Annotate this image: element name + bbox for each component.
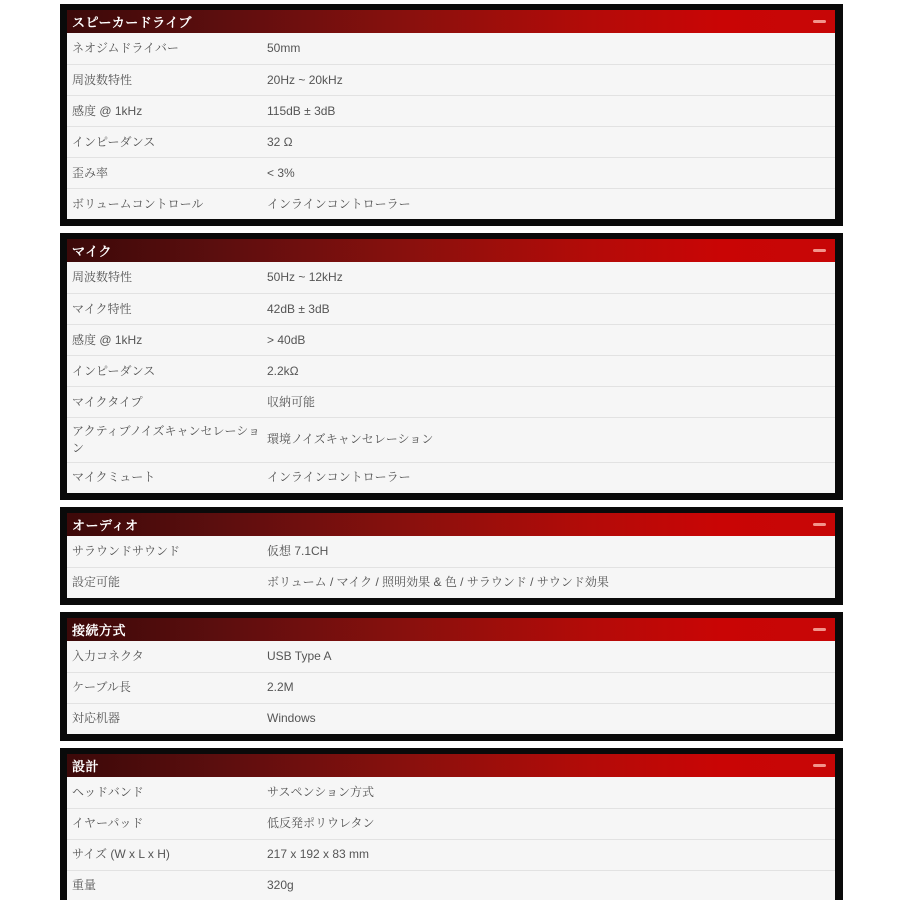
spec-row [67, 417, 835, 462]
spec-row [67, 33, 835, 64]
spec-row [67, 641, 835, 672]
spec-row [67, 703, 835, 734]
spec-label: 感度 @ 1kHz [72, 103, 143, 118]
spec-label: 周波数特性 [72, 270, 133, 285]
spec-value: 320g [267, 878, 294, 893]
spec-label: マイク特性 [72, 301, 132, 316]
spec-row [67, 672, 835, 703]
spec-label: インピーダンス [72, 363, 156, 378]
spec-label: ケーブル長 [72, 680, 131, 695]
spec-value: > 40dB [267, 332, 306, 347]
section-header[interactable] [67, 10, 835, 33]
spec-row [67, 808, 835, 839]
spec-section [60, 233, 843, 500]
spec-section [60, 507, 843, 605]
collapse-minus-icon[interactable] [813, 628, 826, 631]
spec-value: 50mm [267, 41, 301, 56]
spec-label: 入力コネクタ [72, 648, 144, 663]
collapse-minus-icon[interactable] [813, 249, 826, 252]
spec-value: 環境ノイズキャンセレーション [267, 432, 434, 447]
section-title: スピーカードライブ [72, 15, 192, 30]
spec-value: USB Type A [267, 648, 332, 663]
spec-row [67, 839, 835, 870]
section-rows [67, 33, 835, 219]
spec-row [67, 462, 835, 493]
spec-value: 42dB ± 3dB [267, 301, 330, 316]
spec-value: 217 x 192 x 83 mm [267, 847, 370, 862]
spec-label: 設定可能 [72, 575, 121, 590]
section-rows [67, 641, 835, 734]
spec-value: 20Hz ~ 20kHz [267, 72, 343, 87]
spec-label: 歪み率 [72, 165, 109, 180]
section-rows [67, 536, 835, 598]
spec-row [67, 777, 835, 808]
section-header[interactable] [67, 754, 835, 777]
spec-row [67, 157, 835, 188]
spec-row [67, 324, 835, 355]
spec-value: 115dB ± 3dB [267, 103, 336, 118]
spec-row [67, 262, 835, 293]
spec-row [67, 126, 835, 157]
section-rows [67, 262, 835, 493]
spec-label: マイクタイプ [72, 394, 143, 409]
spec-label: 周波数特性 [72, 72, 133, 87]
spec-value: 2.2M [267, 680, 294, 695]
spec-row [67, 355, 835, 386]
spec-row [67, 870, 835, 900]
section-header[interactable] [67, 618, 835, 641]
spec-label: サラウンドサウンド [72, 543, 181, 558]
section-title: オーディオ [72, 517, 139, 533]
section-header[interactable] [67, 239, 835, 262]
spec-label: ヘッドバンド [72, 784, 144, 799]
section-title: 設計 [72, 758, 100, 774]
spec-label: 対応机器 [72, 711, 121, 726]
spec-value: 低反発ポリウレタン [267, 816, 375, 831]
spec-value: サスペンション方式 [267, 784, 374, 799]
spec-section [60, 4, 843, 226]
spec-label: ボリュームコントロール [72, 196, 204, 211]
spec-value: < 3% [267, 165, 295, 180]
spec-row [67, 293, 835, 324]
spec-row [67, 567, 835, 598]
spec-label: インピーダンス [72, 134, 156, 149]
section-header[interactable] [67, 513, 835, 536]
spec-value: 2.2kΩ [267, 363, 299, 378]
spec-value: ボリューム / マイク / 照明効果 & 色 / サラウンド / サウンド効果 [267, 575, 609, 590]
spec-value: Windows [267, 711, 316, 726]
spec-row [67, 536, 835, 567]
spec-label: 重量 [72, 878, 97, 893]
spec-value: 仮想 7.1CH [267, 543, 329, 558]
spec-section [60, 748, 843, 900]
spec-value: 32 Ω [267, 134, 293, 149]
collapse-minus-icon[interactable] [813, 764, 826, 767]
spec-label: マイクミュート [72, 470, 156, 485]
spec-sections [60, 4, 843, 900]
spec-value: インラインコントローラー [267, 470, 411, 485]
spec-label: イヤーパッド [72, 816, 144, 831]
spec-label: ネオジムドライバー [72, 41, 179, 56]
section-title: 接続方式 [72, 622, 127, 638]
spec-value: インラインコントローラー [267, 196, 411, 211]
spec-row [67, 64, 835, 95]
spec-section [60, 612, 843, 741]
section-rows [67, 777, 835, 900]
collapse-minus-icon[interactable] [813, 523, 826, 526]
spec-label: サイズ (W x L x H) [72, 847, 170, 862]
section-title: マイク [72, 244, 112, 259]
spec-label: 感度 @ 1kHz [72, 332, 143, 347]
spec-value: 収納可能 [267, 394, 316, 409]
spec-row [67, 188, 835, 219]
collapse-minus-icon[interactable] [813, 20, 826, 23]
spec-row [67, 386, 835, 417]
spec-row [67, 95, 835, 126]
spec-label: アクティブノイズキャンセレーション [72, 424, 261, 455]
spec-value: 50Hz ~ 12kHz [267, 270, 343, 285]
